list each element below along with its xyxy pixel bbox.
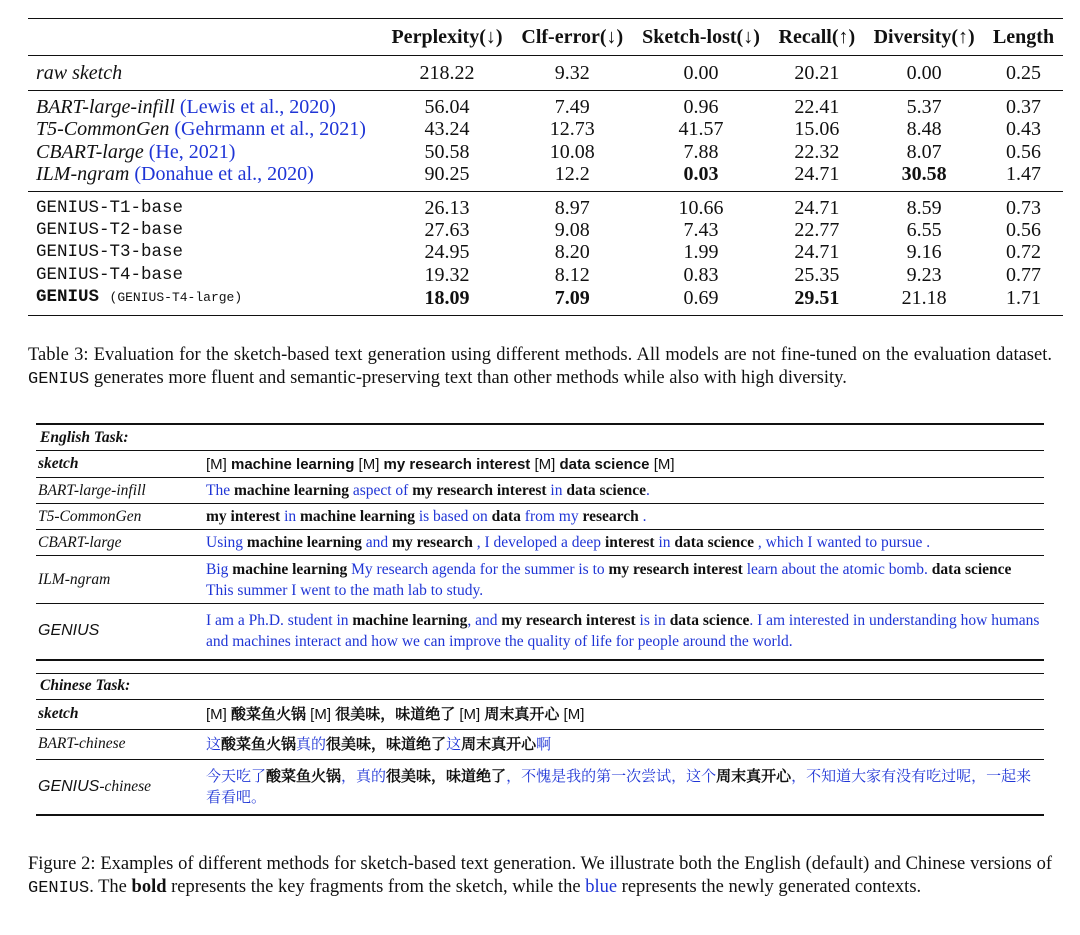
row-label: GENIUS-T1-base [28, 191, 382, 219]
generated-fragment: learn about the atomic bomb. [742, 560, 932, 578]
sketch-fragment: data science [559, 455, 650, 473]
cell: 0.56 [1006, 219, 1042, 242]
sketch-fragment: interest [604, 534, 655, 551]
cell: 15.06 [794, 118, 840, 141]
cell: 1.99 [683, 241, 719, 264]
cell: 0.03 [683, 163, 719, 186]
generated-fragment: . I am interested in understanding how humans and machines interact and how we can improve the quality of life for people around the world. [206, 612, 1040, 651]
generated-fragment: 真的 [296, 735, 327, 753]
example-text [198, 478, 1044, 504]
cell: 0.96 [633, 91, 770, 119]
header-recall: Recall(↑) [769, 19, 864, 56]
row-label: T5-CommonGen [36, 504, 198, 530]
cell: 0.25 [1006, 61, 1042, 84]
cell: 8.07 [906, 140, 942, 163]
cell: 22.77 [794, 219, 840, 242]
row-label: GENIUS (GENIUS-T4-large) [28, 286, 382, 315]
mask-token: [M] [455, 705, 485, 723]
cell: 5.37 [864, 91, 984, 119]
cell: 18.09 [382, 286, 512, 315]
mask-token: [M] [306, 705, 336, 723]
example-text [198, 530, 1044, 556]
row-label: sketch [36, 699, 198, 729]
example-text [198, 729, 1044, 759]
sketch-fragment: machine learning [233, 482, 349, 499]
generated-fragment: is based on [414, 508, 492, 525]
cell: 0.77 [1006, 263, 1042, 286]
sketch-fragment: machine learning [232, 560, 348, 578]
generated-fragment: . [638, 508, 647, 525]
generated-fragment: ，不愧是我的第一次尝试，这个 [506, 767, 717, 785]
example-row-cbart [36, 530, 1044, 556]
row-label: GENIUS-T2-base [36, 220, 184, 241]
cell: 30.58 [901, 163, 947, 186]
example-row-bart-zh [36, 729, 1044, 759]
cell: 43.24 [424, 118, 470, 141]
generated-fragment: aspect of [348, 482, 413, 499]
row-label: GENIUS-T3-base [36, 242, 184, 263]
generated-fragment: , which I wanted to pursue . [754, 534, 931, 551]
cell: 9.16 [906, 241, 942, 264]
cell: 24.71 [769, 191, 864, 219]
sketch-fragment: my interest [206, 508, 281, 525]
table-row-raw-sketch [28, 56, 1063, 91]
example-text [198, 759, 1044, 815]
row-label: raw sketch [36, 61, 123, 84]
example-row-bart [36, 478, 1044, 504]
sketch-fragment: 酸菜鱼火锅 [266, 767, 342, 785]
generated-fragment: , and [467, 612, 502, 630]
row-label: T5-CommonGen (Gehrmann et al., 2021) [36, 118, 366, 141]
cell: 0.56 [1006, 140, 1042, 163]
table-row-baseline [28, 141, 1063, 163]
generated-fragment: My research agenda for the summer is to [347, 560, 609, 578]
english-task-header: English Task: [36, 424, 1044, 451]
example-text [198, 504, 1044, 530]
cell: 0.00 [683, 61, 719, 84]
table-row-genius [28, 219, 1063, 241]
sketch-fragment: 酸菜鱼火锅 [231, 705, 307, 723]
generated-fragment: ，真的 [341, 767, 387, 785]
example-row-sketch-zh [36, 699, 1044, 729]
mask-token: [M] [559, 705, 585, 723]
cell: 8.48 [906, 118, 942, 141]
cell: 29.51 [769, 286, 864, 315]
sketch-fragment: 酸菜鱼火锅 [221, 735, 297, 753]
example-text [198, 451, 1044, 478]
generated-fragment: 这 [446, 735, 462, 753]
generated-fragment: 这 [206, 735, 222, 753]
row-label: GENIUS-T4-base [36, 264, 184, 285]
cell: 22.32 [794, 140, 840, 163]
row-label: BART-large-infill [36, 478, 198, 504]
table-row-genius [28, 241, 1063, 263]
example-row-genius-zh [36, 759, 1044, 815]
cell: 24.95 [424, 241, 470, 264]
sketch-fragment: 周末真开心 [484, 705, 560, 723]
example-text [198, 699, 1044, 729]
row-label: ILM-ngram [36, 556, 198, 604]
sketch-fragment: my research interest [383, 455, 531, 473]
cell: 24.71 [794, 163, 840, 186]
generated-fragment: , I developed a deep [472, 534, 605, 551]
sketch-fragment: data science [931, 560, 1012, 578]
cell: 22.41 [769, 91, 864, 119]
chinese-task-header: Chinese Task: [36, 673, 1044, 699]
table-row-baseline [28, 118, 1063, 140]
header-length: Length [984, 19, 1063, 56]
generated-fragment: Using [206, 534, 247, 551]
mask-token: [M] [354, 455, 384, 473]
cell: 0.69 [633, 286, 770, 315]
row-label: CBART-large (He, 2021) [36, 140, 236, 163]
cell: 9.23 [906, 263, 942, 286]
mask-token: [M] [206, 455, 231, 473]
table-row-baseline [28, 163, 1063, 191]
generated-fragment: from my [520, 508, 583, 525]
sketch-fragment: 很美味，味道绝了 [335, 705, 456, 723]
sketch-fragment: 很美味，味道绝了 [386, 767, 507, 785]
sketch-fragment: research [582, 508, 639, 525]
generated-fragment: ，不知道大家有没有吃过呢，一起来看看吧。 [206, 767, 1032, 806]
cell: 8.20 [554, 241, 590, 264]
cell: 26.13 [382, 191, 512, 219]
sketch-fragment: data science [674, 534, 755, 551]
row-label: GENIUS [36, 604, 198, 660]
sketch-fragment: 周末真开心 [716, 767, 792, 785]
generated-fragment: and [361, 534, 393, 551]
sketch-fragment: data [491, 508, 521, 525]
header-sketch-lost: Sketch-lost(↓) [633, 19, 770, 56]
generated-fragment: is in [635, 612, 670, 630]
cell: 7.88 [683, 140, 719, 163]
cell: 50.58 [424, 140, 470, 163]
sketch-fragment: my research [392, 534, 473, 551]
cell: 8.59 [864, 191, 984, 219]
cell: 21.18 [864, 286, 984, 315]
generated-fragment: . [645, 482, 650, 499]
row-label: sketch [36, 451, 198, 478]
cell: 20.21 [794, 61, 840, 84]
sketch-fragment: 很美味，味道绝了 [326, 735, 447, 753]
cell: 41.57 [678, 118, 724, 141]
generated-fragment: I am a Ph.D. student in [206, 612, 353, 630]
cell: 10.66 [633, 191, 770, 219]
sketch-fragment: data science [566, 482, 646, 499]
cell: 1.71 [984, 286, 1063, 315]
cell: 0.83 [683, 263, 719, 286]
sketch-fragment: machine learning [300, 508, 415, 525]
sketch-fragment: machine learning [231, 455, 355, 473]
cell: 0.72 [1006, 241, 1042, 264]
header-blank [28, 19, 382, 56]
cell: 19.32 [424, 263, 470, 286]
cell: 0.43 [1006, 118, 1042, 141]
cell: 9.08 [554, 219, 590, 242]
example-row-ilm [36, 556, 1044, 604]
table-row-genius [28, 191, 1063, 219]
citation-link[interactable]: (Donahue et al., 2020) [134, 163, 314, 186]
generated-fragment: 今天吃了 [206, 767, 267, 785]
example-row-t5 [36, 504, 1044, 530]
cell: 218.22 [419, 61, 475, 84]
generated-fragment: in [280, 508, 300, 525]
cell: 7.43 [683, 219, 719, 242]
sketch-fragment: my research interest [412, 482, 547, 499]
results-table [28, 18, 1063, 316]
generated-fragment: in [654, 534, 675, 551]
cell: 12.73 [549, 118, 595, 141]
generated-fragment: Big [206, 560, 233, 578]
cell: 12.2 [554, 163, 590, 186]
sketch-fragment: my research interest [501, 612, 636, 630]
cell: 27.63 [424, 219, 470, 242]
sketch-fragment: 周末真开心 [461, 735, 537, 753]
table-row-genius-final [28, 286, 1063, 315]
figure-caption: Figure 2: Examples of different methods for sketch-based text generation. We illustrate both the English (default) and Chinese versions of GENIUS. The bold represents the key fragments from the sketch, while the blue represents the newly generated contexts. [28, 854, 1052, 898]
cell: 25.35 [794, 263, 840, 286]
sketch-fragment: machine learning [246, 534, 362, 551]
generated-fragment: The [206, 482, 234, 499]
citation-link[interactable]: (Lewis et al., 2020) [179, 96, 336, 118]
section-gap [36, 660, 1044, 674]
header-clf-error: Clf-error(↓) [512, 19, 633, 56]
row-label: BART-chinese [36, 729, 198, 759]
examples-figure [36, 423, 1044, 816]
row-label: BART-large-infill (Lewis et al., 2020) [28, 91, 382, 119]
table-caption: Table 3: Evaluation for the sketch-based text generation using different methods. All models are not fine-tuned on the evaluation dataset. GENIUS generates more fluent and semantic-preserving text than other methods while also with high diversity. [28, 345, 1052, 389]
sketch-fragment: my research interest [608, 560, 743, 578]
table-header-row [28, 19, 1063, 56]
cell: 6.55 [906, 219, 942, 242]
example-text [198, 604, 1044, 660]
cell: 7.49 [512, 91, 633, 119]
header-perplexity: Perplexity(↓) [382, 19, 512, 56]
mask-token: [M] [206, 705, 231, 723]
mask-token: [M] [649, 455, 675, 473]
sketch-fragment: machine learning [352, 612, 468, 630]
cell: 90.25 [424, 163, 470, 186]
mask-token: [M] [530, 455, 560, 473]
cell: 10.08 [549, 140, 595, 163]
row-label: CBART-large [36, 530, 198, 556]
cell: 8.12 [554, 263, 590, 286]
cell: 24.71 [794, 241, 840, 264]
citation-link[interactable]: (Gehrmann et al., 2021) [174, 118, 366, 141]
cell: 0.00 [906, 61, 942, 84]
citation-link[interactable]: (He, 2021) [148, 140, 236, 163]
cell: 1.47 [1006, 163, 1042, 186]
generated-fragment: in [546, 482, 567, 499]
table-row-genius [28, 264, 1063, 286]
cell: 8.97 [512, 191, 633, 219]
example-row-genius [36, 604, 1044, 660]
example-row-sketch [36, 451, 1044, 478]
cell: 7.09 [512, 286, 633, 315]
header-diversity: Diversity(↑) [864, 19, 984, 56]
generated-fragment: 啊 [536, 735, 552, 753]
generated-fragment: This summer I went to the math lab to study. [206, 581, 484, 599]
row-label: ILM-ngram (Donahue et al., 2020) [36, 163, 314, 186]
example-text [198, 556, 1044, 604]
cell: 0.73 [984, 191, 1063, 219]
cell: 9.32 [554, 61, 590, 84]
cell: 0.37 [984, 91, 1063, 119]
sketch-fragment: data science [669, 612, 750, 630]
row-label: GENIUS-chinese [36, 759, 198, 815]
table-row-baseline [28, 91, 1063, 119]
cell: 56.04 [382, 91, 512, 119]
